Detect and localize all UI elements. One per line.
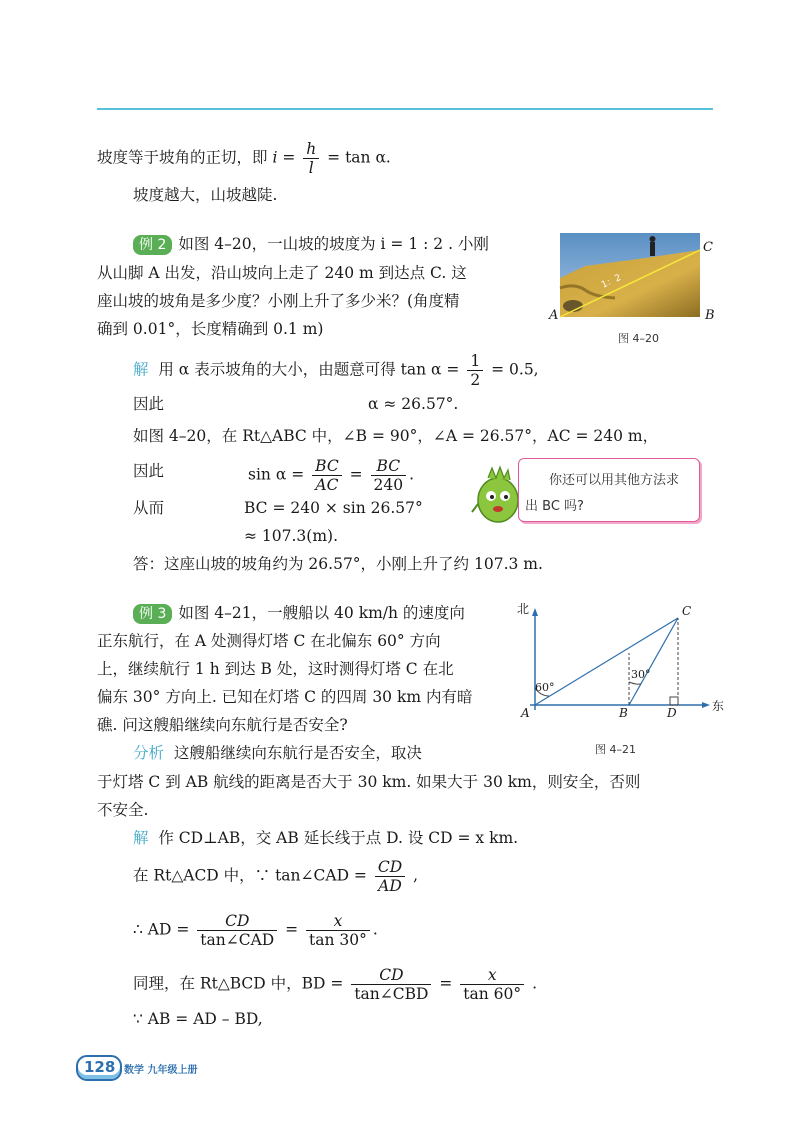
book-title: 数学 九年级上册 (124, 1065, 198, 1076)
solution3-label: 解 (133, 829, 149, 847)
label-a: A (549, 308, 559, 323)
page-number: 128 (84, 1058, 116, 1076)
analysis-line-2: 于灯塔 C 到 AB 航线的距离是否大于 30 km. 如果大于 30 km，则安全，否则 (97, 773, 641, 791)
example3-line-4: 偏东 30° 方向上. 已知在灯塔 C 的四周 30 km 内有暗 (97, 688, 473, 706)
label-c-fig21: C (682, 604, 692, 618)
figure-4-21 (505, 598, 725, 733)
analysis-line-3: 不安全. (97, 801, 149, 819)
figure-4-21-caption: 图 4–21 (595, 743, 636, 756)
page-number-badge (76, 1055, 122, 1081)
solution3-line-5: ∵ AB = AD – BD, (133, 1010, 263, 1028)
fraction-h-over-l: $\frac{h}{l}$ (303, 140, 319, 177)
solution2-line-3: 如图 4–20，在 Rt△ABC 中，∠B = 90°，∠A = 26.57°，AC = 240 m， (133, 427, 659, 445)
figure-4-20-caption: 图 4–20 (618, 332, 659, 345)
analysis-label: 分析 (133, 744, 165, 762)
solution2-line-2-label: 因此 (133, 395, 165, 413)
example2-line-1: 例 2 如图 4–20，一山坡的坡度为 i = 1 : 2 . 小刚 (133, 233, 489, 255)
label-north: 北 (517, 602, 530, 616)
solution3-line-2: 在 Rt△ACD 中，∵ tan∠CAD = $\frac{CD}{AD}$ , (133, 858, 418, 895)
example3-line-3: 上，继续航行 1 h 到达 B 处，这时测得灯塔 C 在北 (97, 660, 454, 678)
example2-line-4: 确到 0.01°，长度精确到 0.1 m) (97, 320, 324, 338)
intro-line-1: 坡度等于坡角的正切，即 i = $\frac{h}{l}$ = tan α. (97, 140, 391, 177)
slope-ratio-label: 1：2 (600, 273, 623, 291)
line-bc (629, 618, 678, 705)
label-c: C (703, 240, 713, 255)
label-angle-30: 30° (631, 668, 651, 681)
fraction-1-over-2: $\frac{1}{2}$ (467, 352, 483, 389)
fraction-cd-over-ad: $\frac{CD}{AD}$ (375, 858, 405, 895)
solution2-line-5-label: 从而 (133, 499, 165, 517)
example2-line-2: 从山脚 A 出发，沿山坡向上走了 240 m 到达点 C. 这 (97, 264, 467, 282)
fraction-x-over-tan30: $\frac{x}{\tan 30^\circ}$ (306, 912, 370, 949)
solution2-line-4-label: 因此 (133, 462, 165, 480)
example3-tag: 例 3 (133, 604, 172, 624)
label-d-fig21: D (667, 706, 677, 720)
solution3-line-1: 解 作 CD⊥AB，交 AB 延长线于点 D. 设 CD = x km. (133, 829, 519, 847)
example2-line-3: 座山坡的坡角是多少度？小刚上升了多少米？(角度精 (97, 292, 460, 310)
solution2-line-4-expr: sin α = $\frac{BC}{AC}$ = $\frac{BC}{240}$ . (248, 457, 415, 494)
slope-photo (545, 228, 720, 328)
example3-line-2: 正东航行，在 A 处测得灯塔 C 在北偏东 60° 方向 (97, 632, 441, 650)
fraction-cd-over-tan-cbd: $\frac{CD}{\text{tan∠CBD}}$ (351, 966, 431, 1003)
label-angle-60: 60° (535, 681, 555, 694)
solution-label: 解 (133, 360, 149, 379)
label-east: 东 (712, 699, 725, 713)
thought-bubble (470, 458, 705, 528)
top-rule (97, 108, 713, 110)
solution3-line-3: ∴ AD = $\frac{CD}{\text{tan∠CAD}}$ = $\frac{x}{\tan 30^\circ}$ . (133, 912, 378, 949)
example3-line-5: 礁. 问这艘船继续向东航行是否安全? (97, 716, 348, 734)
fraction-x-over-tan60: $\frac{x}{\tan 60^\circ}$ (460, 966, 524, 1003)
solution2-line-6-expr: ≈ 107.3(m). (244, 527, 339, 545)
label-a-fig21: A (521, 706, 530, 720)
solution2-answer: 答：这座山坡的坡角约为 26.57°，小刚上升了约 107.3 m. (133, 555, 543, 573)
example3-line-1: 例 3 如图 4–21，一艘船以 40 km/h 的速度向 (133, 602, 465, 624)
fraction-bc-over-ac: $\frac{BC}{AC}$ (312, 457, 342, 494)
solution2-line-1: 解 用 α 表示坡角的大小，由题意可得 tan α = $\frac{1}{2}$ = 0.5, (133, 352, 539, 389)
bubble-box (518, 458, 700, 522)
solution3-line-4: 同理，在 Rt△BCD 中，BD = $\frac{CD}{\text{tan∠CBD}}$ = $\frac{x}{\tan 60^\circ}$ . (133, 966, 537, 1003)
solution2-line-5-expr: BC = 240 × sin 26.57° (244, 499, 423, 517)
figure-4-20 (545, 228, 720, 328)
analysis-line-1: 分析 这艘船继续向东航行是否安全，取决 (133, 744, 422, 762)
line-ac (535, 618, 678, 705)
bubble-text-line-2: 出 BC 吗? (525, 499, 584, 514)
label-b-fig21: B (619, 706, 628, 720)
label-b: B (705, 308, 715, 323)
example2-tag: 例 2 (133, 235, 172, 255)
intro-line-2: 坡度越大，山坡越陡. (133, 186, 278, 204)
fraction-bc-over-240: $\frac{BC}{240}$ (371, 457, 407, 494)
fraction-cd-over-tan-cad: $\frac{CD}{\text{tan∠CAD}}$ (197, 912, 277, 949)
bearing-diagram (505, 598, 725, 733)
bubble-text-line-1: 你还可以用其他方法求 (549, 473, 680, 488)
solution2-line-2-expr: α ≈ 26.57°. (368, 395, 459, 413)
